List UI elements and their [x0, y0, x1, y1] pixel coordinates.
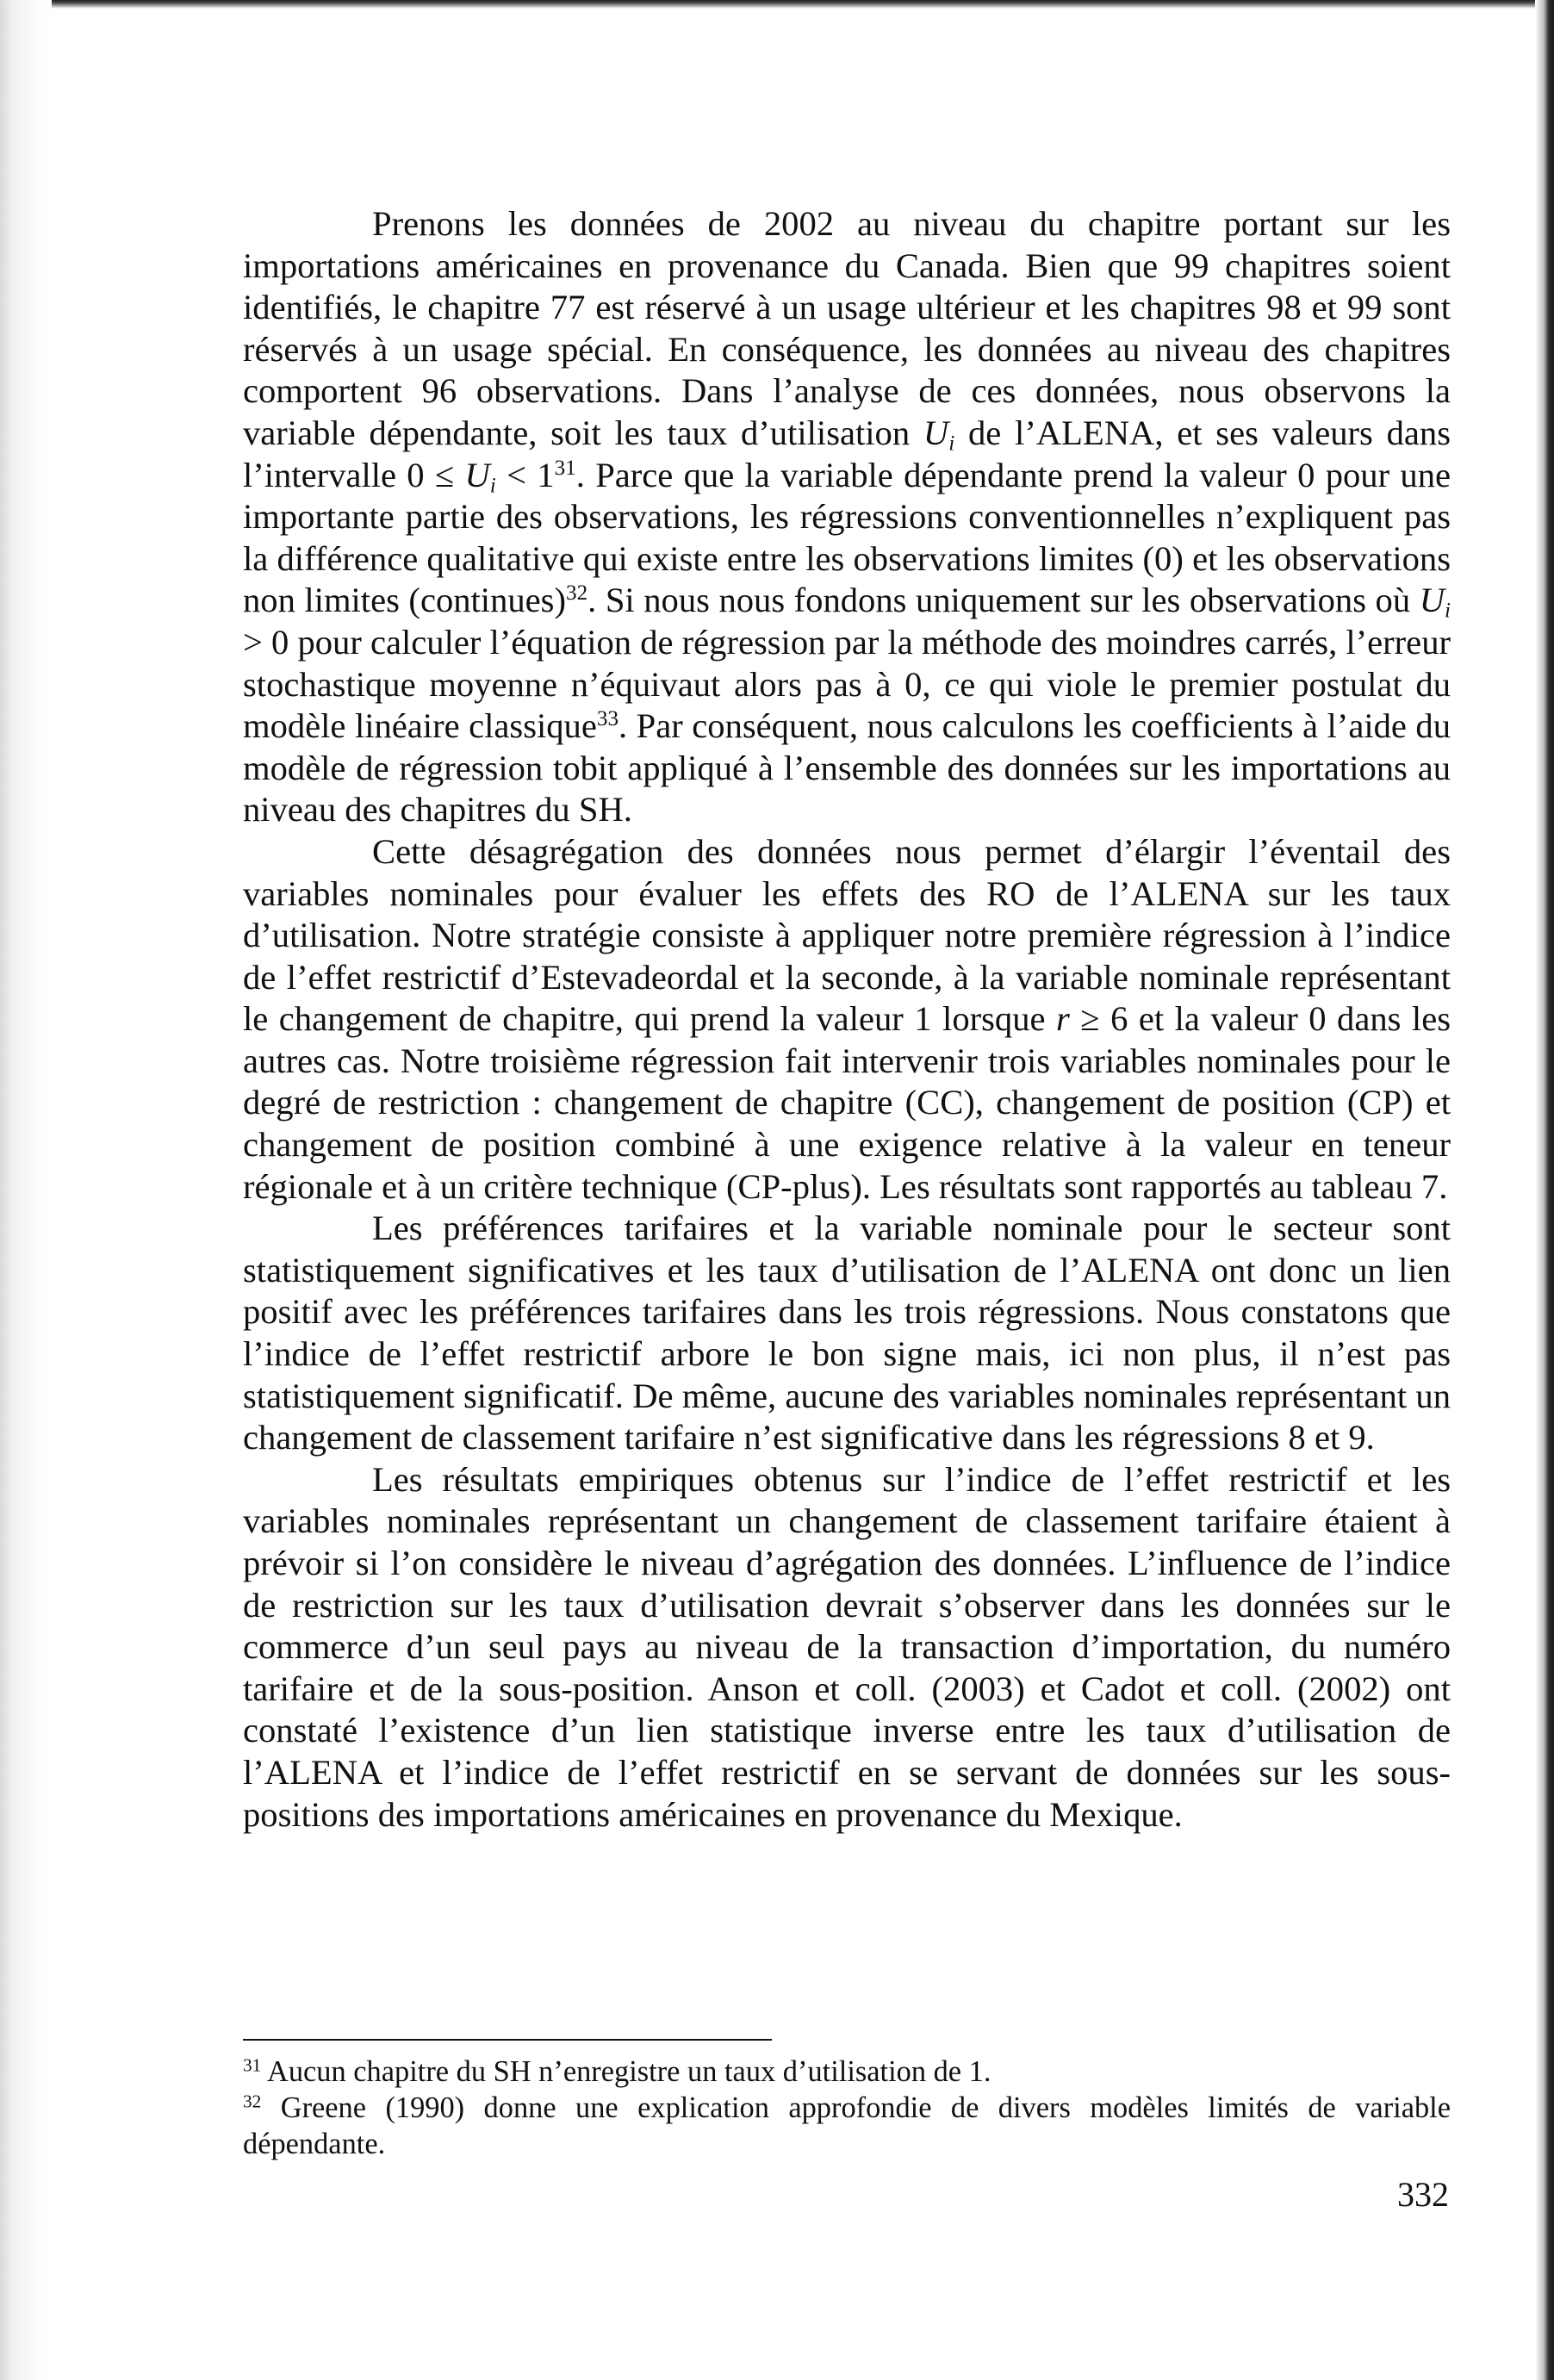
paragraph-3: Les préférences tarifaires et la variable nominale pour le secteur sont statistiquement significatives et les taux d’utilisation de l’ALENA ont donc un lien positif avec les préférences tarifaires dans les trois régressions. Nous constatons que l’indice de l’effet restrictif arbore le bon signe mais, ici non plus, il n’est pas statistiquement significatif. De même, aucune des variables nominales représentant un changement de classement tarifaire n’est significative dans les régressions 8 et 9. [243, 1209, 1451, 1457]
text-run: . Parce que la variable dépendante prend la valeur 0 pour une importante partie des observations, les régressions conventionnelles n’expliquent pas la différence qualitative qui existe entre les observations limites (0) et les observations non limites (continues) [243, 455, 1451, 620]
text-run: Cette désagrégation des données nous permet d’élargir l’éventail des variables nominales pour évaluer les effets des RO de l’ALENA sur les taux d’utilisation. Notre stratégie consiste à appliquer notre première régression à l’indice de l’effet restrictif d’Estevadeordal et la seconde, à la variable nominale représentant le changement de chapitre, qui prend la valeur 1 lorsque [243, 831, 1451, 1039]
paragraph-1 [243, 203, 1451, 831]
footnote-number: 32 [243, 2091, 262, 2112]
text-run: . Si nous nous fondons uniquement sur les observations où [587, 581, 1420, 620]
variable-u: U [464, 455, 490, 494]
footnote-text: Aucun chapitre du SH n’enregistre un taux d’utilisation de 1. [261, 2055, 991, 2088]
paragraph-2 [243, 831, 1451, 1208]
variable-r: r [1056, 999, 1070, 1039]
text-run: ≥ 6 et la valeur 0 dans les autres cas. Notre troisième régression fait intervenir trois variables nominales pour le degré de restriction : changement de chapitre (CC), changement de position (CP) et changement de position combiné à une exigence relative à la valeur en teneur régionale et à un critère technique (CP-plus). Les résultats sont rapportés au tableau 7. [243, 999, 1451, 1206]
scan-top-edge [0, 0, 1554, 9]
text-run: > 0 pour calculer l’équation de régression par la méthode des moindres carrés, l’erreur stochastique moyenne n’équivaut alors pas à 0, ce qui viole le premier postulat du modèle linéaire classique [243, 622, 1451, 746]
text-run: Prenons les données de 2002 au niveau du chapitre portant sur les importations américaines en provenance du Canada. Bien que 99 chapitres soient identifiés, le chapitre 77 est réservé à un usage ultérieur et les chapitres 98 et 99 sont réservés à un usage spécial. En conséquence, les données au niveau des chapitres comportent 96 observations. Dans l’analyse de ces données, nous observons la variable dépendante, soit les taux d’utilisation [243, 204, 1451, 452]
subscript-i: i [948, 432, 955, 456]
footnote-number: 31 [243, 2054, 262, 2076]
footnote-31 [243, 2054, 1451, 2090]
footnote-text: Greene (1990) donne une explication approfondie de divers modèles limités de variable dépendante. [243, 2091, 1451, 2160]
footnote-separator [243, 2039, 772, 2041]
page-number: 332 [1397, 2175, 1449, 2214]
footnotes [243, 2054, 1451, 2162]
variable-u: U [1419, 581, 1445, 620]
paragraph-4: Les résultats empiriques obtenus sur l’indice de l’effet restrictif et les variables nominales représentant un changement de classement tarifaire étaient à prévoir si l’on considère le niveau d’agrégation des données. L’influence de l’indice de restriction sur les taux d’utilisation devrait s’observer dans les données sur le commerce d’un seul pays au niveau de la transaction d’importation, du numéro tarifaire et de la sous-position. Anson et coll. (2003) et Cadot et coll. (2002) ont constaté l’existence d’un lien statistique inverse entre les taux d’utilisation de l’ALENA et l’indice de l’effet restrictif en se servant de données sur les sous-positions des importations américaines en provenance du Mexique. [243, 1459, 1451, 1834]
body-text [243, 203, 1451, 1836]
scan-left-edge [0, 0, 52, 2380]
text-run: < 1 [495, 455, 555, 494]
subscript-i: i [489, 473, 496, 497]
footnote-ref-33[interactable]: 33 [596, 707, 619, 731]
footnote-ref-31[interactable]: 31 [554, 456, 576, 480]
footnote-32 [243, 2090, 1451, 2162]
footnote-ref-32[interactable]: 32 [565, 581, 588, 606]
scan-right-edge [1535, 0, 1554, 2380]
subscript-i: i [1445, 599, 1451, 623]
text-run: de l’ALENA, et ses valeurs dans l’intervalle 0 ≤ [243, 413, 1451, 494]
text-run: . Par conséquent, nous calculons les coefficients à l’aide du modèle de régression tobit appliqué à l’ensemble des données sur les importations au niveau des chapitres du SH. [243, 706, 1451, 830]
variable-u: U [923, 413, 949, 452]
